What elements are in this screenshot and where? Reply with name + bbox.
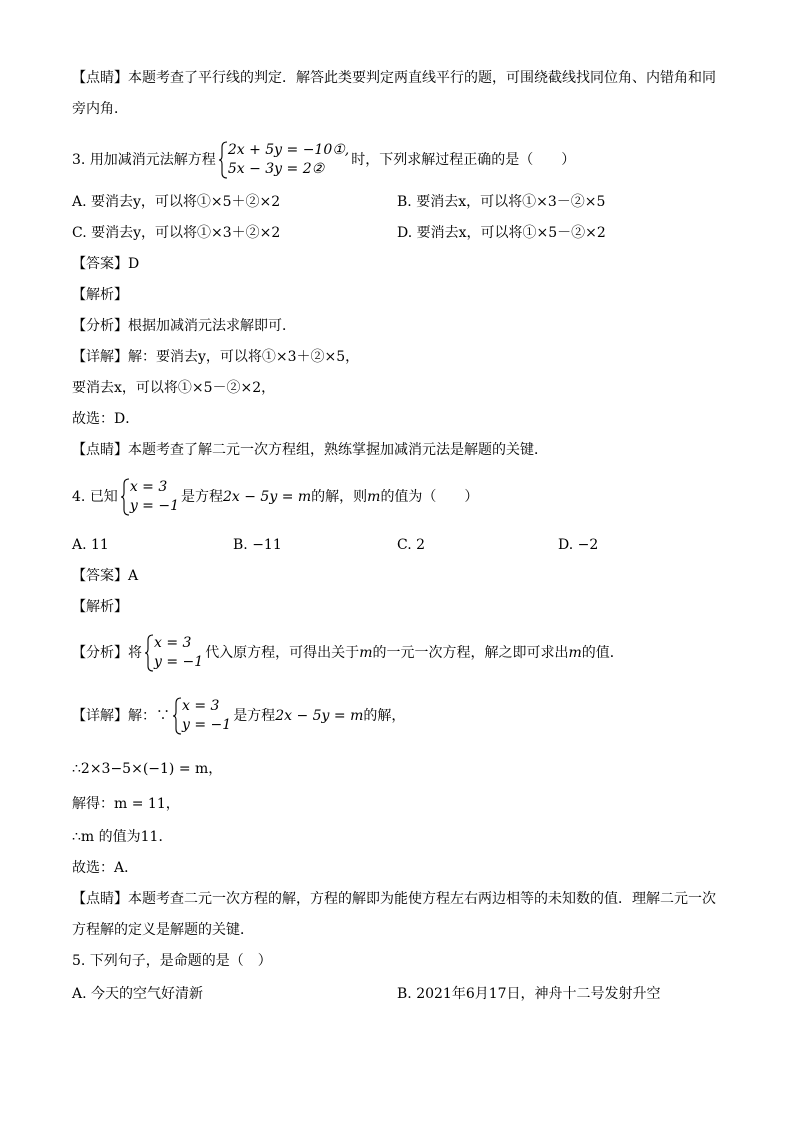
left-brace-icon xyxy=(218,141,228,179)
option-b[interactable]: B. 要消去x，可以将①×3－②×5 xyxy=(397,194,606,210)
question-text: 的解，则 xyxy=(311,489,368,505)
question-number: 3. xyxy=(72,152,86,168)
solution-y: y = −1 xyxy=(182,717,232,733)
step-1: ∴2×3−5×(−1) = m， xyxy=(72,761,223,777)
question-text: 已知 xyxy=(89,489,118,505)
dianjing-text: 本题考查了解二元一次方程组，熟练掌握加减消元法是解题的关键． xyxy=(128,442,548,458)
dianjing-text-continued: 方程解的定义是解题的关键． xyxy=(72,922,254,938)
step-3: ∴m 的值为11． xyxy=(72,829,173,845)
answer-value: A xyxy=(128,568,139,584)
dianjing-text-continued: 旁内角． xyxy=(72,101,128,117)
option-a[interactable]: A. 11 xyxy=(72,537,109,553)
xiangjie-line xyxy=(72,695,405,737)
dianjing-tag: 【点睛】 xyxy=(72,442,128,458)
fenxi-tag: 【分析】 xyxy=(72,645,128,661)
answer-line xyxy=(72,254,139,274)
guxuan-line: 故选：D． xyxy=(72,411,140,427)
solution-y: y = −1 xyxy=(129,498,179,514)
question-number: 5. xyxy=(72,953,86,969)
xiangjie-tag: 【详解】 xyxy=(72,708,128,724)
equation: 2x − 5y = m xyxy=(223,489,312,505)
question-text: 下列句子，是命题的是（ ） xyxy=(89,953,272,969)
xiangjie-line xyxy=(72,347,359,367)
option-d[interactable]: D. −2 xyxy=(558,537,599,553)
dianjing-tag: 【点睛】 xyxy=(72,891,128,907)
left-brace-icon xyxy=(120,478,130,516)
fenxi-line xyxy=(72,316,296,336)
option-c[interactable]: C. 2 xyxy=(397,537,426,553)
question-text-end: 的值为（ ） xyxy=(380,489,479,505)
xiangjie-text: 解：∵ xyxy=(128,708,170,724)
fenxi-text: 代入原方程，可得出关于 xyxy=(205,645,360,661)
dianjing-paragraph-1 xyxy=(72,68,716,88)
jiexi-tag: 【解析】 xyxy=(72,287,128,303)
solution-system xyxy=(172,697,231,735)
equation: 2x − 5y = m xyxy=(275,708,364,724)
option-b[interactable]: B. −11 xyxy=(233,537,282,553)
answer-line xyxy=(72,566,138,586)
dianjing-tag: 【点睛】 xyxy=(72,70,128,86)
option-a[interactable]: A. 要消去y，可以将①×5＋②×2 xyxy=(72,194,281,210)
fenxi-text: 将 xyxy=(128,645,142,661)
guxuan-line: 故选：A． xyxy=(72,860,139,876)
question-text-end: 时，下列求解过程正确的是（ ） xyxy=(351,152,576,168)
solution-x: x = 3 xyxy=(154,635,192,651)
answer-value: D xyxy=(128,256,140,272)
question-text: 用加减消元法解方程 xyxy=(89,152,216,168)
variable-m: m xyxy=(568,645,582,661)
dianjing-text: 本题考查二元一次方程的解，方程的解即为能使方程左右两边相等的未知数的值．理解二元一次 xyxy=(128,891,716,907)
fenxi-text: 根据加减消元法求解即可． xyxy=(128,318,296,334)
variable-m: m xyxy=(359,645,373,661)
question-3-stem xyxy=(72,140,575,180)
option-d[interactable]: D. 要消去x，可以将①×5－②×2 xyxy=(397,225,606,241)
left-brace-icon xyxy=(172,697,182,735)
option-c[interactable]: C. 要消去y，可以将①×3＋②×2 xyxy=(72,225,281,241)
solution-x: x = 3 xyxy=(182,698,220,714)
dianjing-line xyxy=(72,440,548,460)
question-number: 4. xyxy=(72,489,86,505)
dianjing-text: 本题考查了平行线的判定．解答此类要判定两直线平行的题，可围绕截线找同位角、内错角和同 xyxy=(128,70,716,86)
xiangjie-text: 解：要消去y，可以将①×3＋②×5， xyxy=(128,349,360,365)
dianjing-line xyxy=(72,889,716,909)
fenxi-tag: 【分析】 xyxy=(72,318,128,334)
solution-system xyxy=(120,478,179,516)
solution-x: x = 3 xyxy=(129,479,168,495)
question-4-stem xyxy=(72,476,478,518)
option-a[interactable]: A. 今天的空气好清新 xyxy=(72,986,204,1002)
xiangjie-text: 是方程 xyxy=(233,708,276,724)
jiexi-tag: 【解析】 xyxy=(72,599,128,615)
equation-1: 2x + 5y = −10①, xyxy=(227,142,350,158)
fenxi-text: 的一元一次方程，解之即可求出 xyxy=(372,645,569,661)
step-2: 解得：m = 11， xyxy=(72,796,180,812)
fenxi-text-end: 的值． xyxy=(581,645,624,661)
xiangjie-text-2: 要消去x，可以将①×5－②×2， xyxy=(72,380,276,396)
question-text: 是方程 xyxy=(181,489,223,505)
question-5-stem xyxy=(72,951,272,971)
xiangjie-text-end: 的解， xyxy=(363,708,406,724)
answer-tag: 【答案】 xyxy=(72,256,128,272)
equation-system xyxy=(218,141,349,179)
solution-system xyxy=(144,634,203,672)
left-brace-icon xyxy=(144,634,154,672)
option-b[interactable]: B. 2021年6月17日，神舟十二号发射升空 xyxy=(397,986,661,1002)
equation-2: 5x − 3y = 2② xyxy=(227,161,325,177)
xiangjie-tag: 【详解】 xyxy=(72,349,128,365)
solution-y: y = −1 xyxy=(154,654,204,670)
answer-tag: 【答案】 xyxy=(72,568,128,584)
variable-m: m xyxy=(367,489,381,505)
fenxi-line xyxy=(72,632,624,674)
